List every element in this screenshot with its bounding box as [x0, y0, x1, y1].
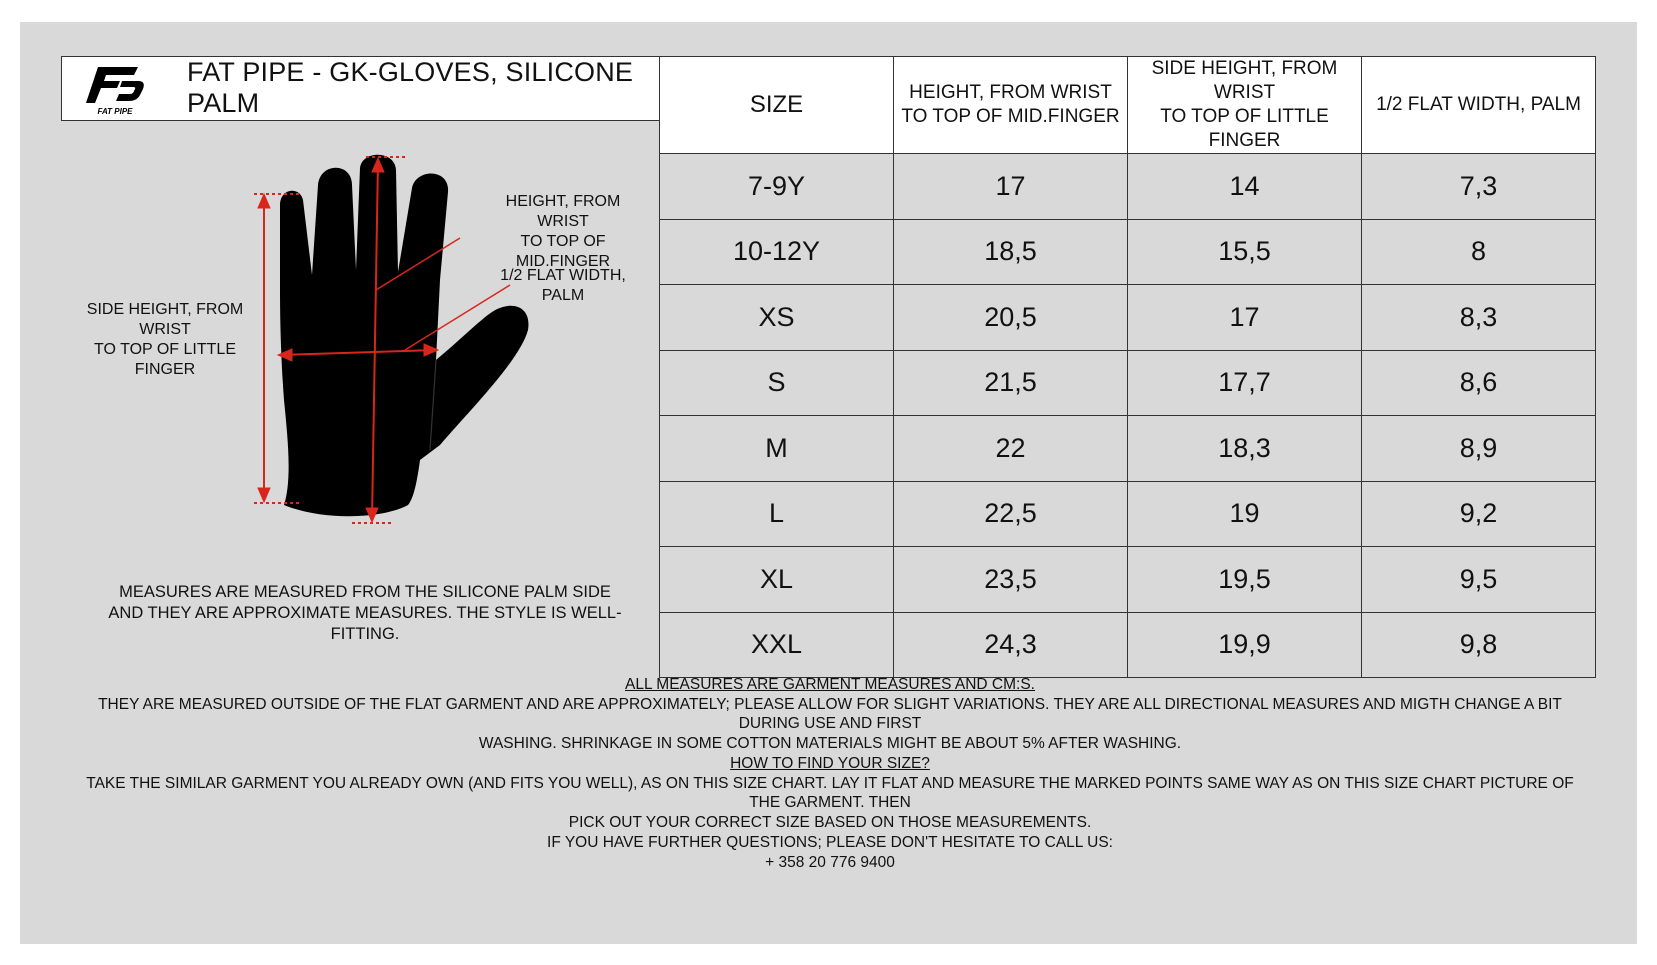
header-side-height: SIDE HEIGHT, FROM WRIST TO TOP OF LITTLE FINGER [1128, 57, 1362, 154]
cell-flat-width: 9,8 [1362, 612, 1596, 678]
footer-text-measures: THEY ARE MEASURED OUTSIDE OF THE FLAT GARMENT AND ARE APPROXIMATELY; PLEASE ALLOW FOR SLIGHT VARIATIONS. THEY ARE ALL DIRECTIONAL MEASURES AND MIGTH CHANGE A BIT DURING USE AND FIRST [98, 695, 1562, 732]
cell-height: 18,5 [894, 219, 1128, 285]
cell-flat-width: 8,9 [1362, 416, 1596, 482]
table-header-row [660, 57, 1596, 154]
measurement-note: MEASURES ARE MEASURED FROM THE SILICONE PALM SIDE AND THEY ARE APPROXIMATE MEASURES. THE STYLE IS WELL-FITTING. [108, 583, 622, 643]
cell-side-height: 18,3 [1128, 416, 1362, 482]
cell-size: 7-9Y [660, 154, 894, 220]
table-row [660, 219, 1596, 285]
table-row [660, 154, 1596, 220]
label-height: HEIGHT, FROM WRIST TO TOP OF MID.FINGER [505, 193, 621, 270]
cell-side-height: 19,9 [1128, 612, 1362, 678]
footer-section-measures [80, 675, 1580, 753]
cell-size: L [660, 481, 894, 547]
cell-height: 22,5 [894, 481, 1128, 547]
table-row [660, 416, 1596, 482]
cell-height: 20,5 [894, 285, 1128, 351]
cell-height: 21,5 [894, 350, 1128, 416]
cell-height: 17 [894, 154, 1128, 220]
size-table [659, 56, 1596, 678]
footer-section-find-size [80, 754, 1580, 832]
footer-text-measures-2: WASHING. SHRINKAGE IN SOME COTTON MATERIALS MIGHT BE ABOUT 5% AFTER WASHING. [478, 734, 1182, 752]
page-title: FAT PIPE - GK-GLOVES, SILICONE PALM [187, 57, 634, 118]
footer-heading-measures: ALL MEASURES ARE GARMENT MEASURES AND CM:S. [625, 676, 1035, 693]
cell-side-height: 15,5 [1128, 219, 1362, 285]
footer-phone: + 358 20 776 9400 [765, 853, 895, 871]
header-size: SIZE [660, 57, 894, 154]
cell-size: XL [660, 547, 894, 613]
table-row [660, 612, 1596, 678]
cell-side-height: 17 [1128, 285, 1362, 351]
cell-height: 23,5 [894, 547, 1128, 613]
table-row [660, 547, 1596, 613]
footer-contact-text: IF YOU HAVE FURTHER QUESTIONS; PLEASE DON'T HESITATE TO CALL US: [547, 834, 1113, 851]
header-flat-width: 1/2 FLAT WIDTH, PALM [1362, 57, 1596, 154]
header-height: HEIGHT, FROM WRIST TO TOP OF MID.FINGER [894, 57, 1128, 154]
cell-size: XS [660, 285, 894, 351]
cell-size: M [660, 416, 894, 482]
cell-side-height: 19,5 [1128, 547, 1362, 613]
cell-height: 22 [894, 416, 1128, 482]
table-row [660, 481, 1596, 547]
cell-side-height: 19 [1128, 481, 1362, 547]
footer-section-contact [80, 833, 1580, 872]
cell-side-height: 17,7 [1128, 350, 1362, 416]
table-row [660, 285, 1596, 351]
cell-flat-width: 7,3 [1362, 154, 1596, 220]
cell-flat-width: 8,3 [1362, 285, 1596, 351]
label-flat-width: 1/2 FLAT WIDTH, PALM [500, 267, 626, 304]
cell-flat-width: 8,6 [1362, 350, 1596, 416]
cell-flat-width: 9,2 [1362, 481, 1596, 547]
footer-text-find-size-2: PICK OUT YOUR CORRECT SIZE BASED ON THOSE MEASUREMENTS. [568, 813, 1092, 831]
table-row [660, 350, 1596, 416]
footer-text-find-size: TAKE THE SIMILAR GARMENT YOU ALREADY OWN (AND FITS YOU WELL), AS ON THIS SIZE CHART. LAY IT FLAT AND MEASURE THE MARKED POINTS SAME WAY AS ON THIS SIZE CHART PICTURE OF THE GARMENT. THEN [86, 774, 1574, 811]
cell-size: XXL [660, 612, 894, 678]
cell-size: 10-12Y [660, 219, 894, 285]
cell-side-height: 14 [1128, 154, 1362, 220]
logo-wordmark: FAT PIPE [97, 107, 133, 115]
cell-height: 24,3 [894, 612, 1128, 678]
cell-size: S [660, 350, 894, 416]
label-side-height: SIDE HEIGHT, FROM WRIST TO TOP OF LITTLE FINGER [86, 301, 244, 378]
cell-flat-width: 9,5 [1362, 547, 1596, 613]
cell-flat-width: 8 [1362, 219, 1596, 285]
footer-heading-find-size: HOW TO FIND YOUR SIZE? [730, 755, 930, 772]
